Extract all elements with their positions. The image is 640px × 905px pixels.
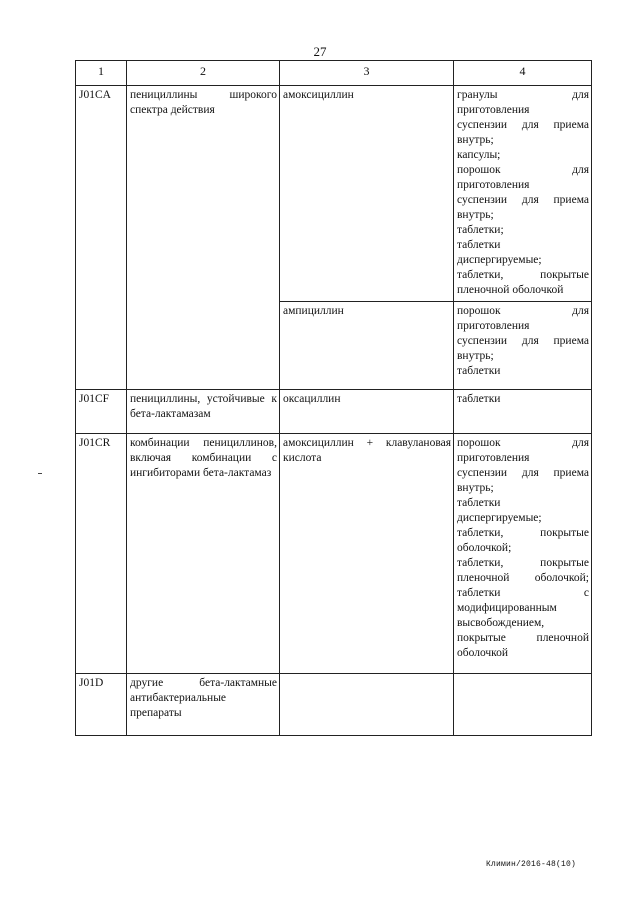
- group-name-cell: другие бета-лактамные антибактериальные препараты: [127, 674, 280, 736]
- group-name-cell: пенициллины, устойчивые к бета-лактамазам: [127, 390, 280, 434]
- dosage-form-line: таблетки, покрытые: [457, 269, 589, 281]
- table-row: [76, 86, 592, 302]
- table-body: [76, 86, 592, 736]
- table-row: [76, 390, 592, 434]
- header-row: [76, 61, 592, 86]
- header-cell-forms: 4: [454, 61, 592, 86]
- dosage-form-line: внутрь;: [457, 134, 494, 146]
- dosage-form-line: высвобождением,: [457, 617, 545, 629]
- dosage-form-line: суспензии для приема: [457, 194, 589, 206]
- header-cell-code: 1: [76, 61, 127, 86]
- header-cell-group: 2: [127, 61, 280, 86]
- drug-name-cell: оксациллин: [280, 390, 454, 434]
- dosage-form-line: порошок для: [457, 305, 589, 317]
- drug-name-cell: амоксициллин + клавулановая кислота: [280, 434, 454, 674]
- dosage-form-line: оболочкой;: [457, 542, 512, 554]
- atc-code-cell: J01CF: [76, 390, 127, 434]
- dosage-form-line: таблетки: [457, 365, 501, 377]
- dosage-form-line: таблетки с: [457, 587, 589, 599]
- dosage-form-line: пленочной оболочкой: [457, 284, 564, 296]
- dosage-form-line: таблетки: [457, 393, 501, 405]
- drug-name-cell: ампициллин: [280, 302, 454, 390]
- dosage-form-line: внутрь;: [457, 350, 494, 362]
- drug-name-cell: [280, 674, 454, 736]
- dosage-forms-cell: [454, 390, 592, 434]
- footer-code: Климин/2016-48(10): [486, 860, 577, 869]
- dosage-form-line: модифицированным: [457, 602, 557, 614]
- dosage-form-line: пленочной оболочкой;: [457, 572, 589, 584]
- dosage-form-line: приготовления: [457, 320, 530, 332]
- dosage-form-line: внутрь;: [457, 209, 494, 221]
- dosage-form-line: внутрь;: [457, 482, 494, 494]
- dosage-form-line: приготовления: [457, 452, 530, 464]
- dosage-form-line: таблетки, покрытые: [457, 527, 589, 539]
- dosage-form-line: суспензии для приема: [457, 119, 589, 131]
- table-row: [76, 434, 592, 674]
- margin-mark: [38, 473, 42, 474]
- dosage-form-line: диспергируемые;: [457, 512, 542, 524]
- dosage-form-line: таблетки: [457, 497, 501, 509]
- table-row: [76, 674, 592, 736]
- dosage-form-line: приготовления: [457, 104, 530, 116]
- header-cell-drug: 3: [280, 61, 454, 86]
- dosage-form-line: покрытые пленочной: [457, 632, 589, 644]
- dosage-forms-cell: [454, 86, 592, 302]
- dosage-form-line: таблетки, покрытые: [457, 557, 589, 569]
- dosage-form-line: диспергируемые;: [457, 254, 542, 266]
- dosage-form-line: оболочкой: [457, 647, 509, 659]
- dosage-form-line: таблетки: [457, 239, 501, 251]
- page-number: 27: [313, 44, 327, 59]
- dosage-forms-cell: [454, 302, 592, 390]
- dosage-forms-cell: [454, 434, 592, 674]
- dosage-form-line: суспензии для приема: [457, 467, 589, 479]
- dosage-form-line: приготовления: [457, 179, 530, 191]
- dosage-form-line: порошок для: [457, 437, 589, 449]
- dosage-form-line: гранулы для: [457, 89, 589, 101]
- dosage-form-line: суспензии для приема: [457, 335, 589, 347]
- group-name-cell: пенициллины широкого спектра действия: [127, 86, 280, 390]
- dosage-form-line: капсулы;: [457, 149, 501, 161]
- atc-code-cell: J01CA: [76, 86, 127, 390]
- dosage-forms-cell: [454, 674, 592, 736]
- drug-table: [75, 60, 592, 736]
- atc-code-cell: J01CR: [76, 434, 127, 674]
- drug-name-cell: амоксициллин: [280, 86, 454, 302]
- dosage-form-line: таблетки;: [457, 224, 504, 236]
- dosage-form-line: порошок для: [457, 164, 589, 176]
- group-name-cell: комбинации пенициллинов, включая комбинации с ингибиторами бета-лактамаз: [127, 434, 280, 674]
- atc-code-cell: J01D: [76, 674, 127, 736]
